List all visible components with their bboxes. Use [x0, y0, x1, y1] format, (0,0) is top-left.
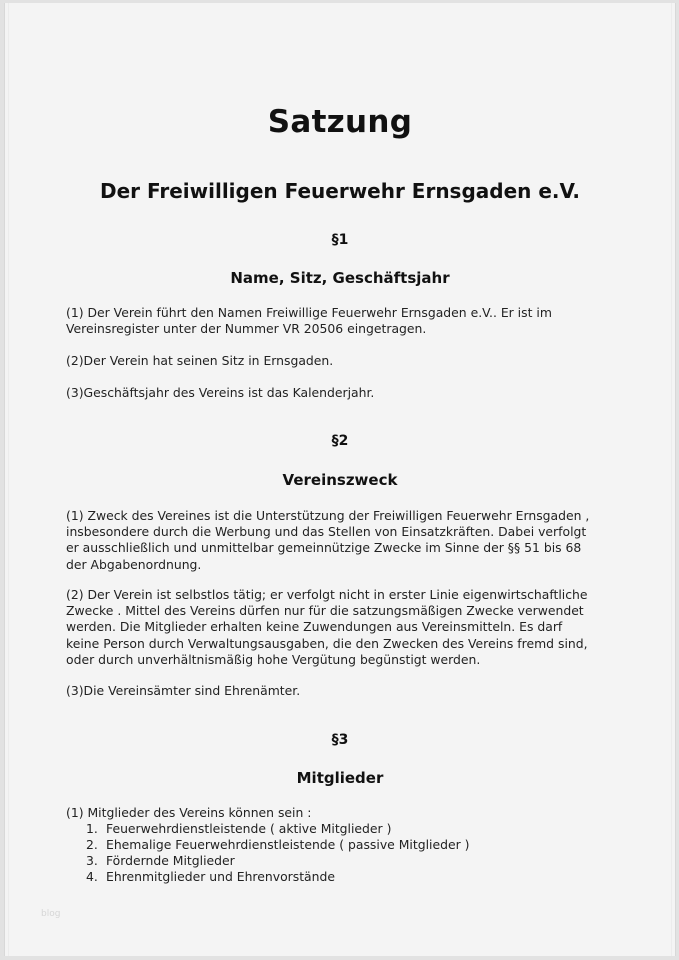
section-1-paragraph-1: (1) Der Verein führt den Namen Freiwillige Feuerwehr Ernsgaden e.V.. Er ist im Vereinsregister unter der Nummer VR 20506 eingetragen. [66, 305, 552, 337]
document-subtitle: Der Freiwilligen Feuerwehr Ernsgaden e.V. [99, 179, 581, 203]
section-3-number: §3 [331, 732, 349, 748]
section-2-paragraph-2: (2) Der Verein ist selbstlos tätig; er verfolgt nicht in erster Linie eigenwirtschaftliche Zwecke . Mittel des Vereins dürfen nur für die satzungsmäßigen Zwecke verwendet werden. Die Mitglieder erhalten keine Zuwendungen aus Vereinsmitteln. Es darf keine Person durch Verwaltungsausgaben, die den Zwecken des Vereins fremd sind, oder durch unverhältnismäßig hohe Vergütung begünstigt werden. [66, 587, 588, 667]
list-item [66, 853, 586, 869]
list-item-number: 4. [86, 869, 98, 884]
list-item-text: Feuerwehrdienstleistende ( aktive Mitglieder ) [106, 821, 392, 836]
document-page [4, 3, 676, 956]
section-1-paragraph-2: (2)Der Verein hat seinen Sitz in Ernsgaden. [66, 353, 334, 368]
section-2-paragraph-3: (3)Die Vereinsämter sind Ehrenämter. [66, 683, 301, 698]
watermark-text: blog [41, 909, 61, 919]
section-1-heading: Name, Sitz, Geschäftsjahr [230, 269, 450, 287]
list-item [66, 837, 586, 853]
list-item-number: 2. [86, 837, 98, 852]
section-2-heading: Vereinszweck [282, 471, 398, 489]
section-2-number: §2 [331, 433, 349, 449]
section-1-paragraph-3: (3)Geschäftsjahr des Vereins ist das Kalenderjahr. [66, 385, 375, 400]
list-item [66, 821, 586, 837]
section-1-number: §1 [331, 232, 349, 248]
list-item-text: Ehrenmitglieder und Ehrenvorstände [106, 869, 335, 884]
list-item-text: Ehemalige Feuerwehrdienstleistende ( passive Mitglieder ) [106, 837, 470, 852]
document-title: Satzung [267, 104, 413, 140]
member-types-list [66, 821, 586, 885]
section-2-paragraph-1: (1) Zweck des Vereines ist die Unterstützung der Freiwilligen Feuerwehr Ernsgaden , insbesondere durch die Werbung und das Stellen von Einsatzkräften. Dabei verfolgt er ausschließlich und unmittelbar gemeinnützige Zwecke im Sinne der §§ 51 bis 68 der Abgabenordnung. [66, 508, 590, 572]
list-item-number: 1. [86, 821, 98, 836]
section-3-heading: Mitglieder [296, 769, 384, 787]
list-item [66, 869, 586, 885]
section-3-paragraph-1: (1) Mitglieder des Vereins können sein : [66, 805, 312, 820]
list-item-text: Fördernde Mitglieder [106, 853, 235, 868]
list-item-number: 3. [86, 853, 98, 868]
